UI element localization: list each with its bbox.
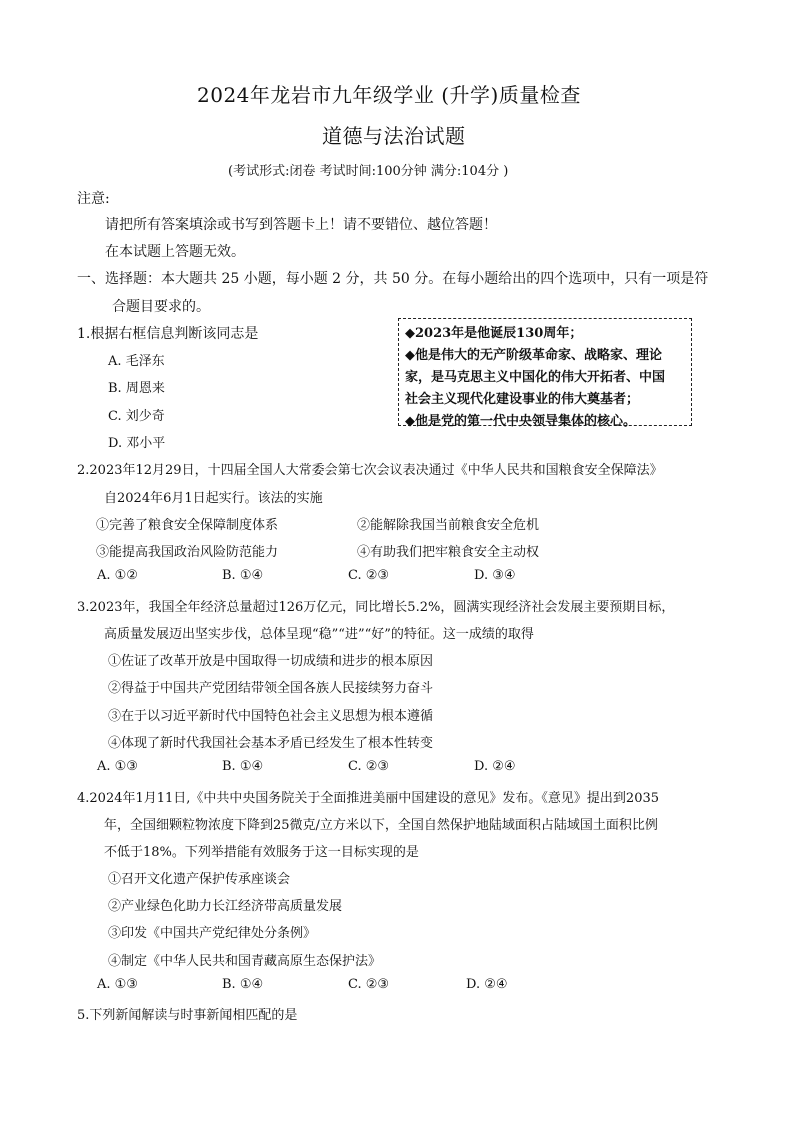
info-box-line-4: 社会主义现代化建设事业的伟大奠基者； bbox=[405, 392, 640, 407]
notice-label: 注意: bbox=[77, 191, 110, 207]
question-1-stem: 1.根据右框信息判断该同志是 bbox=[77, 326, 259, 342]
question-4-stem-cont-2: 不低于18%。下列举措能有效服务于这一目标实现的是 bbox=[104, 845, 419, 860]
question-2-choice-c: C. ②③ bbox=[348, 568, 390, 583]
question-4-item-1: ①召开文化遗产保护传承座谈会 bbox=[108, 872, 291, 887]
question-4-item-4: ④制定《中华人民共和国青藏高原生态保护法》 bbox=[108, 954, 382, 969]
info-box-line-5: ◆他是党的第一代中央领导集体的核心。 bbox=[405, 414, 636, 429]
question-3-item-4: ④体现了新时代我国社会基本矛盾已经发生了根本性转变 bbox=[108, 736, 434, 751]
question-4-item-3: ③印发《中国共产党纪律处分条例》 bbox=[108, 926, 317, 941]
question-3-choice-c: C. ②③ bbox=[348, 759, 390, 774]
question-2-item-4: ④有助我们把牢粮食安全主动权 bbox=[357, 545, 540, 560]
question-1-option-a: A. 毛泽东 bbox=[108, 354, 165, 369]
question-4-choice-d: D. ②④ bbox=[466, 977, 508, 992]
question-3-choice-a: A. ①③ bbox=[97, 759, 138, 774]
question-1-option-b: B. 周恩来 bbox=[108, 381, 165, 396]
info-box-line-3: 家，是马克思主义中国化的伟大开拓者、中国 bbox=[405, 370, 666, 385]
question-1-info-box bbox=[398, 318, 692, 429]
question-3-stem: 3.2023年，我国全年经济总量超过126万亿元，同比增长5.2%，圆满实现经济社会发展主要预期目标， bbox=[77, 600, 675, 615]
question-2-item-3: ③能提高我国政治风险防范能力 bbox=[96, 545, 279, 560]
question-2-item-2: ②能解除我国当前粮食安全危机 bbox=[357, 518, 540, 533]
question-4-stem: 4.2024年1月11日,《中共中央国务院关于全面推进美丽中国建设的意见》发布。《意见》提出到2035 bbox=[77, 791, 660, 806]
exam-title: 2024年龙岩市九年级学业 (升学)质量检查 bbox=[197, 83, 581, 107]
question-5-stem: 5.下列新闻解读与时事新闻相匹配的是 bbox=[77, 1008, 298, 1023]
question-2-choice-d: D. ③④ bbox=[474, 568, 516, 583]
question-3-item-1: ①佐证了改革开放是中国取得一切成绩和进步的根本原因 bbox=[108, 654, 434, 669]
notice-line-1: 请把所有答案填涂或书写到答题卡上！请不要错位、越位答题！ bbox=[105, 217, 497, 233]
question-1-option-c: C. 刘少奇 bbox=[108, 409, 165, 424]
question-3-item-3: ③在于以习近平新时代中国特色社会主义思想为根本遵循 bbox=[108, 709, 434, 724]
question-4-choice-b: B. ①④ bbox=[222, 977, 264, 992]
question-2-choice-a: A. ①② bbox=[97, 568, 138, 583]
question-4-item-2: ②产业绿色化助力长江经济带高质量发展 bbox=[108, 899, 343, 914]
section-1-instructions: 一、选择题：本大题共 25 小题，每小题 2 分，共 50 分。在每小题给出的四个选项中，只有一项是符 bbox=[77, 271, 709, 287]
question-2-stem: 2.2023年12月29日，十四届全国人大常委会第七次会议表决通过《中华人民共和国粮食安全保障法》 bbox=[77, 463, 663, 478]
question-3-choice-b: B. ①④ bbox=[222, 759, 264, 774]
info-box-line-2: ◆他是伟大的无产阶级革命家、战略家、理论 bbox=[405, 348, 662, 363]
section-1-instructions-cont: 合题目要求的。 bbox=[112, 299, 210, 315]
question-2-stem-cont: 自2024年6月1日起实行。该法的实施 bbox=[104, 491, 323, 506]
notice-line-2: 在本试题上答题无效。 bbox=[105, 244, 245, 260]
question-1-option-d: D. 邓小平 bbox=[108, 436, 166, 451]
question-4-stem-cont-1: 年，全国细颗粒物浓度下降到25微克/立方米以下，全国自然保护地陆域面积占陆域国土面积比例 bbox=[104, 818, 658, 833]
exam-subtitle: 道德与法治试题 bbox=[322, 124, 466, 148]
question-3-choice-d: D. ②④ bbox=[474, 759, 516, 774]
question-3-item-2: ②得益于中国共产党团结带领全国各族人民接续努力奋斗 bbox=[108, 681, 434, 696]
exam-info: (考试形式:闭卷 考试时间:100分钟 满分:104分 ) bbox=[228, 164, 509, 179]
question-3-stem-cont: 高质量发展迈出坚实步伐，总体呈现“稳”“进”“好”的特征。这一成绩的取得 bbox=[104, 627, 534, 642]
question-4-choice-a: A. ①③ bbox=[97, 977, 138, 992]
question-4-choice-c: C. ②③ bbox=[348, 977, 390, 992]
question-2-choice-b: B. ①④ bbox=[222, 568, 264, 583]
question-2-item-1: ①完善了粮食安全保障制度体系 bbox=[96, 518, 279, 533]
info-box-line-1: ◆2023年是他诞辰130周年； bbox=[405, 326, 583, 341]
